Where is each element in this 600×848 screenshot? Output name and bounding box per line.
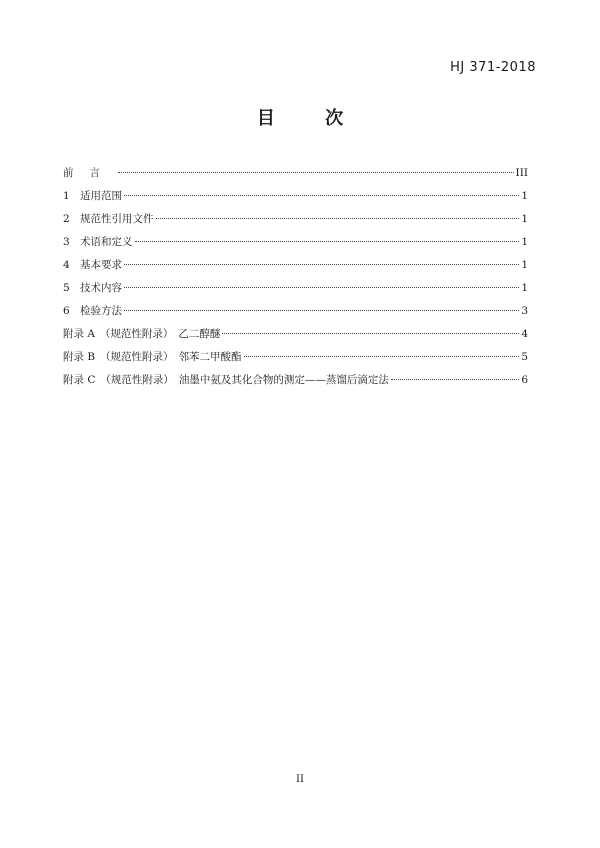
toc-entry-chapter[interactable] xyxy=(63,304,528,327)
toc-entry-title: 油墨中氨及其化合物的测定——蒸馏后滴定法 xyxy=(178,374,389,386)
toc-entry-page: 1 xyxy=(521,213,528,225)
toc-entry-title: 基本要求 xyxy=(80,259,122,271)
toc-entry-title: 检验方法 xyxy=(80,305,122,317)
toc-leader-dots xyxy=(391,379,519,380)
toc-leader-dots xyxy=(156,218,520,219)
toc-leader-dots xyxy=(124,287,519,288)
toc-entry-page: 1 xyxy=(521,259,528,271)
toc-entry-label: 前言 xyxy=(63,167,116,179)
toc-entry-title: 适用范围 xyxy=(80,190,122,202)
toc-entry-page: 1 xyxy=(521,190,528,202)
toc-entry-title: 规范性引用文件 xyxy=(80,213,154,225)
toc-entry-chapter[interactable] xyxy=(63,212,528,235)
toc-entry-number: 6 xyxy=(63,305,70,317)
toc-entry-category: （规范性附录） xyxy=(100,351,174,363)
toc-entry-category: （规范性附录） xyxy=(100,374,174,386)
toc-entry-page: III xyxy=(515,167,528,179)
toc-entry-title: 邻苯二甲酸酯 xyxy=(178,351,242,363)
toc-entry-page: 6 xyxy=(521,374,528,386)
toc-entry-chapter[interactable] xyxy=(63,258,528,281)
toc-leader-dots xyxy=(135,241,520,242)
toc-entry-appendix[interactable] xyxy=(63,350,528,373)
toc-entry-number: 1 xyxy=(63,190,70,202)
toc-entry-category: （规范性附录） xyxy=(99,328,174,340)
toc-entry-page: 4 xyxy=(521,328,528,340)
toc-entry-label: 附录 A xyxy=(63,328,95,340)
page-title: 目 次 xyxy=(256,108,366,129)
toc-entry-label: 附录 C xyxy=(63,374,96,386)
standard-code: HJ 371-2018 xyxy=(450,60,536,75)
toc-entry-page: 3 xyxy=(521,305,528,317)
toc-entry-title: 乙二醇醚 xyxy=(178,328,221,340)
toc-entry-page: 1 xyxy=(521,282,528,294)
toc-entry-chapter[interactable] xyxy=(63,281,528,304)
toc-entry-chapter[interactable] xyxy=(63,189,528,212)
toc-entry-label: 附录 B xyxy=(63,351,96,363)
toc-entry-page: 1 xyxy=(521,236,528,248)
toc-leader-dots xyxy=(118,172,514,173)
table-of-contents xyxy=(63,166,528,396)
toc-entry-appendix[interactable] xyxy=(63,327,528,350)
toc-leader-dots xyxy=(124,195,519,196)
toc-entry-number: 3 xyxy=(63,236,70,248)
toc-entry-chapter[interactable] xyxy=(63,235,528,258)
toc-entry-page: 5 xyxy=(521,351,528,363)
toc-entry-number: 2 xyxy=(63,213,70,225)
toc-entry-number: 5 xyxy=(63,282,70,294)
toc-leader-dots xyxy=(124,264,519,265)
toc-leader-dots xyxy=(244,356,520,357)
toc-leader-dots xyxy=(124,310,519,311)
toc-entry-title: 技术内容 xyxy=(80,282,122,294)
page-number: II xyxy=(296,774,304,785)
toc-entry-preface[interactable] xyxy=(63,166,528,189)
toc-entry-title: 术语和定义 xyxy=(80,236,133,248)
toc-entry-number: 4 xyxy=(63,259,70,271)
toc-entry-appendix[interactable] xyxy=(63,373,528,396)
toc-leader-dots xyxy=(222,333,519,334)
